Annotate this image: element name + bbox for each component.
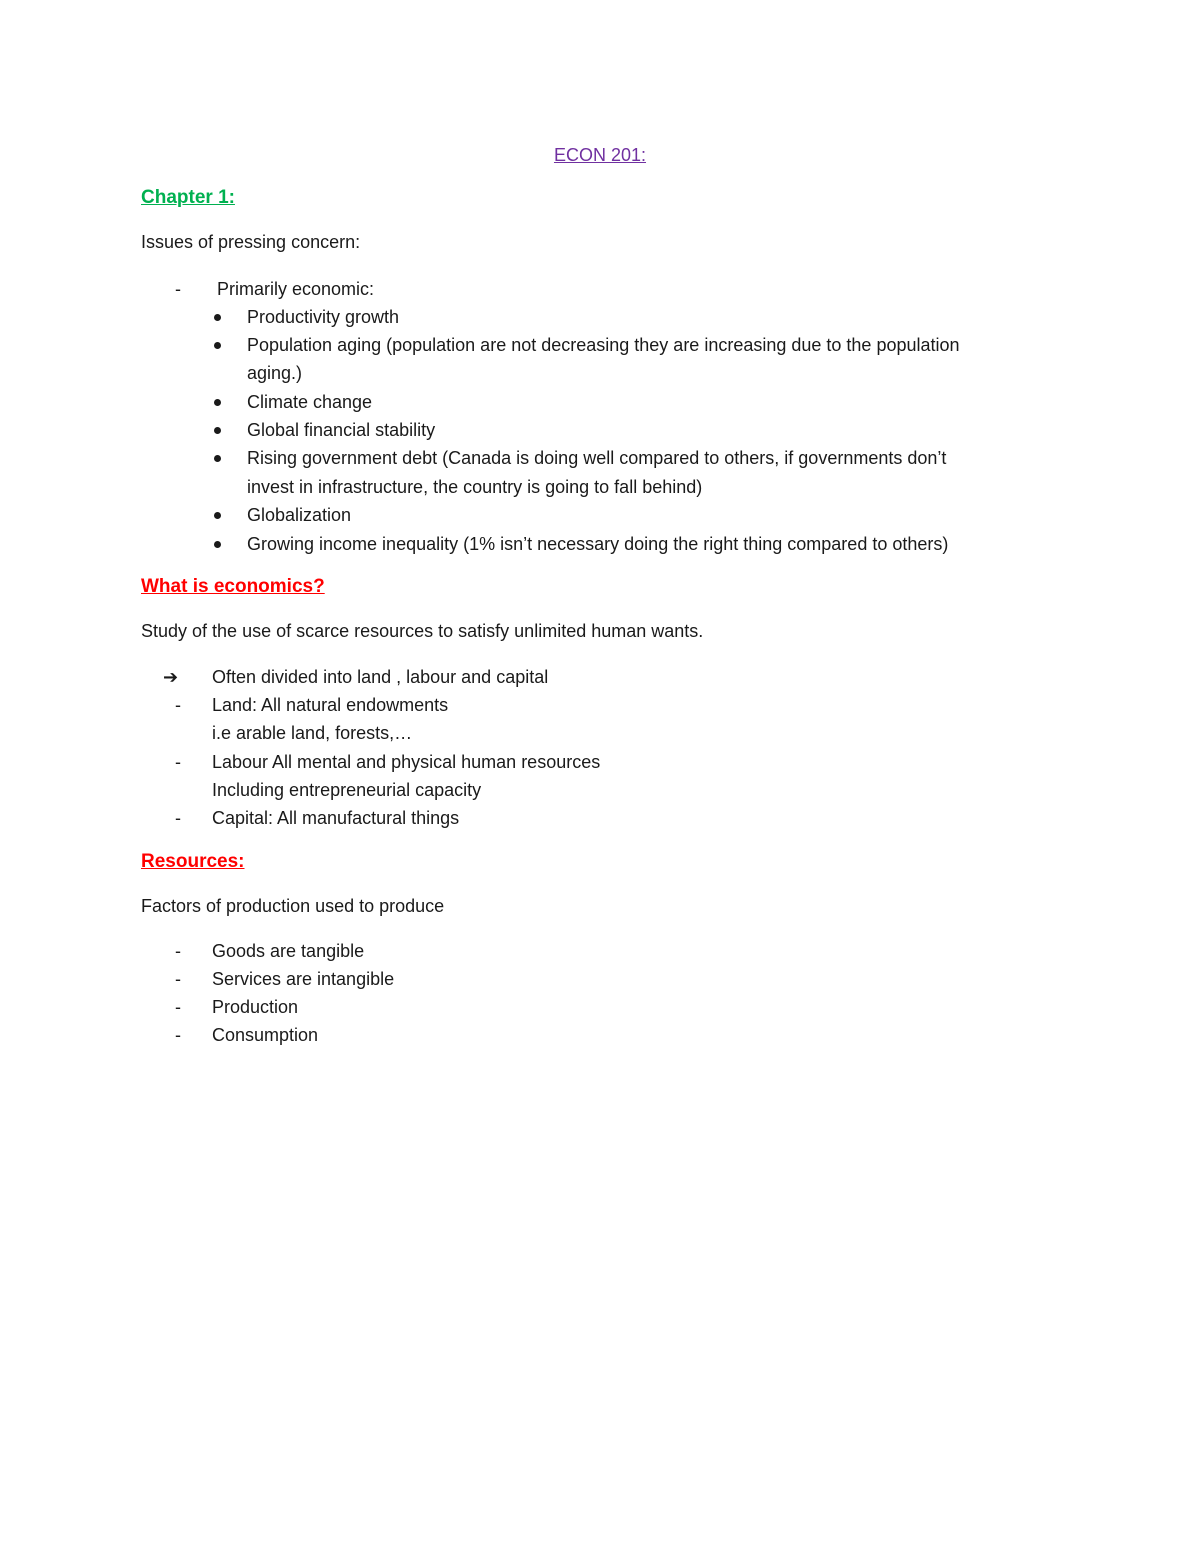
dash-text: Including entrepreneurial capacity (212, 780, 482, 800)
bullet-dot (214, 314, 221, 321)
dash-marker: - (175, 969, 181, 989)
bullet-dot (214, 541, 221, 548)
bullet-text: aging.) (247, 363, 303, 383)
dash-text: i.e arable land, forests,… (212, 723, 413, 743)
arrow-icon: ➔ (163, 667, 179, 687)
bullet-dot (214, 342, 221, 349)
dash-marker: - (175, 808, 181, 828)
resources-intro: Factors of production used to produce (141, 896, 445, 916)
dash-text: Capital: All manufactural things (212, 808, 460, 828)
primary-label: Primarily economic: (217, 279, 375, 299)
document-title: ECON 201: (553, 145, 647, 165)
dash-text: Goods are tangible (212, 941, 365, 961)
dash-marker: - (175, 1025, 181, 1045)
definition-text: Study of the use of scarce resources to satisfy unlimited human wants. (141, 621, 704, 641)
bullet-dot (214, 427, 221, 434)
bullet-dot (214, 455, 221, 462)
dash-text: Land: All natural endowments (212, 695, 449, 715)
bullet-text: Global financial stability (247, 420, 436, 440)
dash-text: Production (212, 997, 299, 1017)
bullet-text: Growing income inequality (1% isn’t necessary doing the right thing compared to others) (247, 534, 949, 554)
dash-text: Services are intangible (212, 969, 395, 989)
bullet-text: invest in infrastructure, the country is going to fall behind) (247, 477, 703, 497)
dash-text: Consumption (212, 1025, 319, 1045)
bullet-text: Rising government debt (Canada is doing well compared to others, if governments don’t (247, 448, 947, 468)
dash-marker: - (175, 941, 181, 961)
bullet-text: Population aging (population are not decreasing they are increasing due to the population (247, 335, 960, 355)
bullet-text: Productivity growth (247, 307, 400, 327)
dash-marker: - (175, 279, 181, 299)
chapter-heading: Chapter 1: (141, 187, 235, 208)
arrow-text: Often divided into land , labour and capital (212, 667, 549, 687)
what-is-economics-heading: What is economics? (141, 576, 325, 597)
dash-marker: - (175, 752, 181, 772)
bullet-text: Globalization (247, 505, 352, 525)
bullet-dot (214, 399, 221, 406)
dash-marker: - (175, 997, 181, 1017)
bullet-text: Climate change (247, 392, 373, 412)
bullet-dot (214, 512, 221, 519)
dash-text: Labour All mental and physical human resources (212, 752, 601, 772)
resources-heading: Resources: (141, 851, 245, 872)
dash-marker: - (175, 695, 181, 715)
intro-text: Issues of pressing concern: (141, 232, 361, 252)
